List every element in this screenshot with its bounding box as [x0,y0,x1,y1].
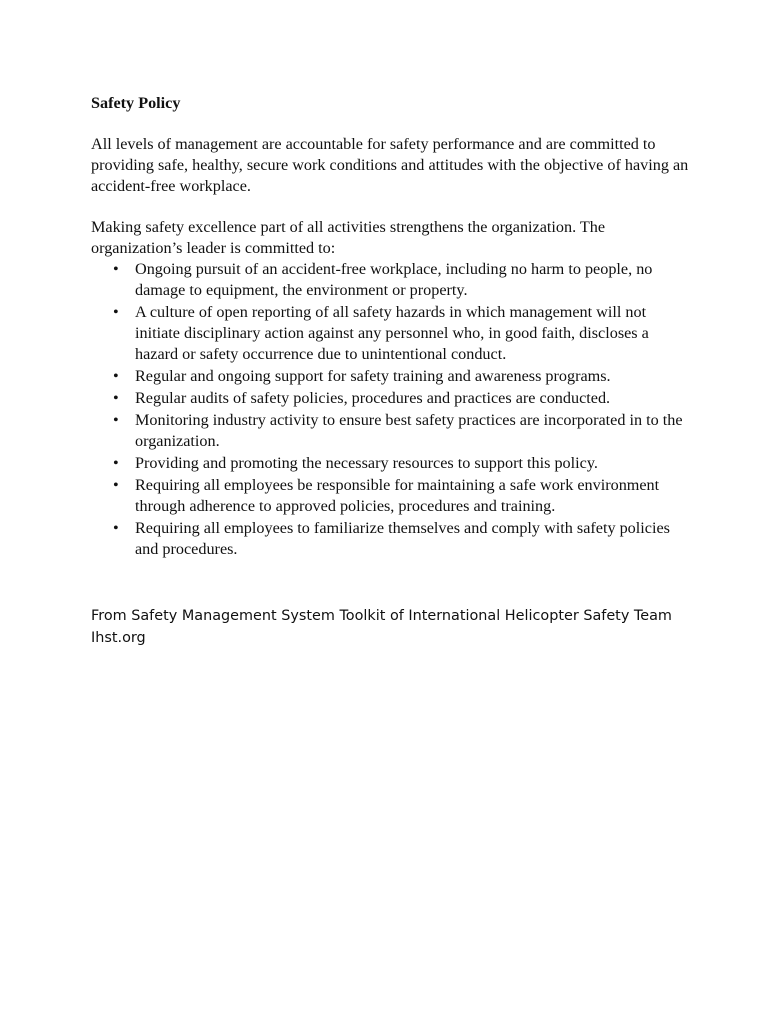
source-website: Ihst.org [91,630,146,646]
list-item-text: Monitoring industry activity to ensure best safety practices are incorporated in to the organization. [135,411,683,450]
list-item-text: Ongoing pursuit of an accident-free workplace, including no harm to people, no damage to equipment, the environment or property. [135,260,653,299]
source-footer [91,606,711,650]
list-item-text: Regular and ongoing support for safety training and awareness programs. [135,367,611,385]
list-item-text: Regular audits of safety policies, procedures and practices are conducted. [135,389,611,407]
document-body [91,93,691,561]
list-item [91,453,691,474]
list-item-text: A culture of open reporting of all safety hazards in which management will not initiate disciplinary action against any personnel who, in good faith, discloses a hazard or safety occurrence due to unintentional conduct. [135,303,649,363]
list-item [91,518,691,560]
list-item [91,259,691,301]
list-item-text: Requiring all employees be responsible for maintaining a safe work environment through adherence to approved policies, procedures and training. [135,476,660,515]
bullet-icon: • [113,260,119,278]
commitment-paragraph: Making safety excellence part of all activities strengthens the organization. The organization’s leader is committed to: [91,218,606,257]
bullet-icon: • [113,476,119,494]
intro-paragraph: All levels of management are accountable for safety performance and are committed to providing safe, healthy, secure work conditions and attitudes with the objective of having an accident-free workplace. [91,135,689,195]
list-item [91,410,691,452]
list-item [91,475,691,517]
bullet-icon: • [113,454,119,472]
document-title: Safety Policy [91,94,181,112]
bullet-icon: • [113,303,119,321]
list-item-text: Providing and promoting the necessary resources to support this policy. [135,454,598,472]
list-item [91,302,691,365]
source-attribution: From Safety Management System Toolkit of International Helicopter Safety Team [91,608,672,624]
list-item-text: Requiring all employees to familiarize themselves and comply with safety policies and procedures. [135,519,670,558]
list-item [91,388,691,409]
bullet-icon: • [113,367,119,385]
bullet-icon: • [113,411,119,429]
list-item [91,366,691,387]
bullet-icon: • [113,519,119,537]
commitment-list [91,259,691,560]
bullet-icon: • [113,389,119,407]
